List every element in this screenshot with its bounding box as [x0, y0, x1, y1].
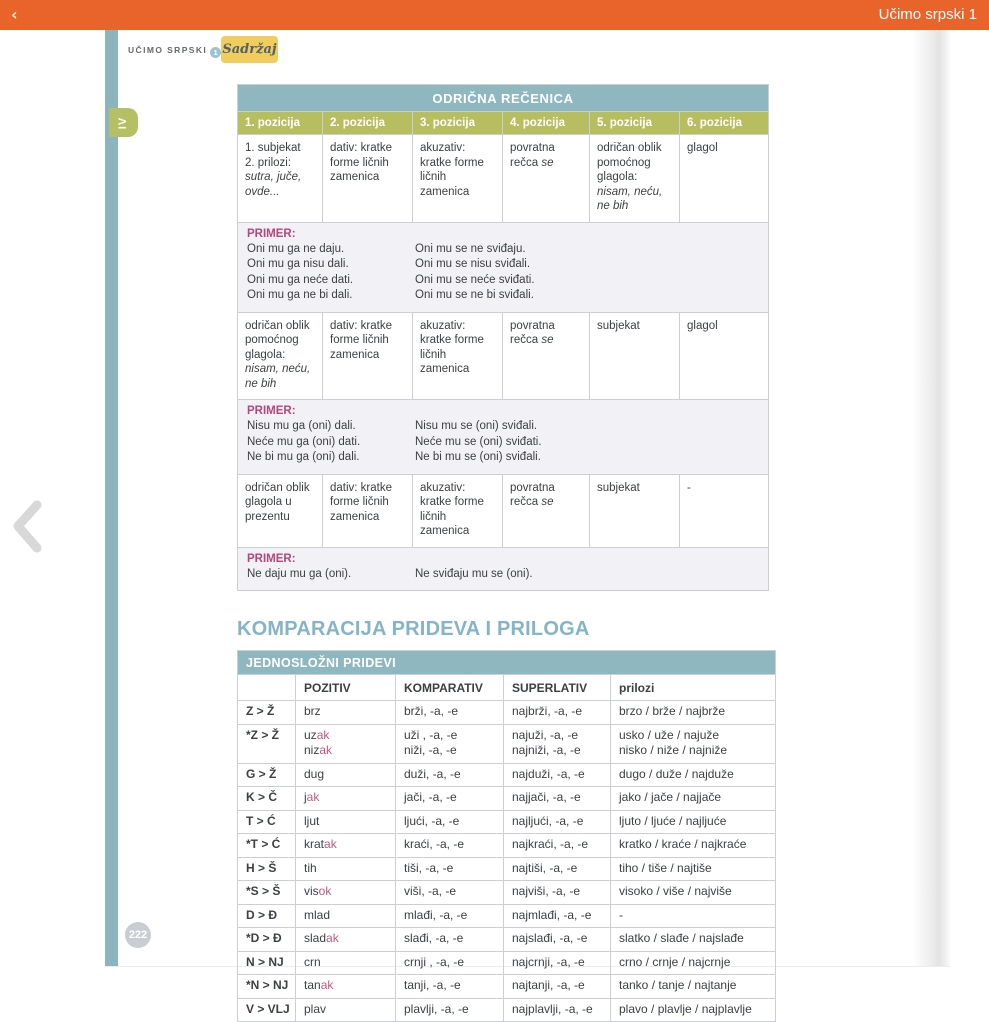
pozitiv-cell: crn — [296, 951, 396, 975]
primer-line: Oni mu se neće sviđati. — [415, 273, 535, 286]
position-cell: 1. subjekat 2. prilozi: sutra, juče, ovde... — [238, 135, 323, 223]
position-cell: odričan oblik glagola u prezentu — [238, 474, 323, 547]
position-cell: akuzativ: kratke forme ličnih zamenica — [413, 474, 503, 547]
position-cell: povratna rečca se — [503, 474, 590, 547]
section-heading: KOMPARACIJA PRIDEVA I PRILOGA — [237, 618, 590, 640]
prilozi-cell: usko / uže / najuže nisko / niže / najniže — [611, 724, 776, 763]
primer-line: Nisu mu se (oni) sviđali. — [415, 420, 538, 432]
brand-badge: 1 — [210, 47, 221, 58]
top-bar — [0, 0, 989, 30]
comparison-row — [238, 975, 776, 999]
superlativ-cell: najcrnji, -a, -e — [504, 951, 611, 975]
comparison-row — [238, 810, 776, 834]
comparison-row — [238, 881, 776, 905]
letter-change-cell: K > Č — [238, 787, 296, 811]
table-title: ODRIČNA REČENICA — [238, 85, 769, 112]
prilozi-cell: jako / jače / najjače — [611, 787, 776, 811]
prilozi-cell: kratko / kraće / najkraće — [611, 834, 776, 858]
column-header: 4. pozicija — [503, 112, 590, 135]
letter-change-cell: N > NJ — [238, 951, 296, 975]
komparativ-cell: tiši, -a, -e — [396, 857, 504, 881]
previous-page-button[interactable] — [10, 498, 44, 556]
letter-change-cell: *D > Đ — [238, 928, 296, 952]
primer-examples-right — [415, 242, 535, 304]
prilozi-cell: tiho / tiše / najtiše — [611, 857, 776, 881]
comparison-row — [238, 724, 776, 763]
position-cell: povratna rečca se — [503, 135, 590, 223]
prilozi-cell: dugo / duže / najduže — [611, 763, 776, 787]
superlativ-cell: najkraći, -a, -e — [504, 834, 611, 858]
page-spine-bar — [105, 30, 118, 966]
primer-line: Ne bi mu se (oni) sviđali. — [415, 451, 541, 463]
prilozi-cell: visoko / više / najviše — [611, 881, 776, 905]
column-header: KOMPARATIV — [396, 675, 504, 701]
primer-line: Nisu mu ga (oni) dali. — [247, 420, 356, 432]
table-title-row — [238, 651, 776, 675]
komparativ-cell: ljući, -a, -e — [396, 810, 504, 834]
column-header: 6. pozicija — [680, 112, 769, 135]
letter-change-cell: *Z > Ž — [238, 724, 296, 763]
komparativ-cell: kraći, -a, -e — [396, 834, 504, 858]
unit-tab-label: IV — [117, 116, 130, 129]
position-cell: subjekat — [590, 312, 680, 400]
prilozi-cell: brzo / brže / najbrže — [611, 701, 776, 725]
letter-change-cell: Z > Ž — [238, 701, 296, 725]
position-cell: subjekat — [590, 474, 680, 547]
prilozi-cell: - — [611, 904, 776, 928]
prilozi-cell: slatko / slađe / najslađe — [611, 928, 776, 952]
superlativ-cell: najtiši, -a, -e — [504, 857, 611, 881]
superlativ-cell: najslađi, -a, -e — [504, 928, 611, 952]
unit-tab[interactable] — [109, 108, 138, 137]
comparison-row — [238, 904, 776, 928]
primer-line: Ne sviđaju mu se (oni). — [415, 567, 533, 580]
position-cell: odričan oblik pomoćnog glagola: nisam, neću, ne bih — [238, 312, 323, 400]
pozitiv-cell: tih — [296, 857, 396, 881]
primer-line: Ne bi mu ga (oni) dali. — [247, 451, 360, 463]
primer-line: Oni mu ga nisu dali. — [247, 258, 349, 270]
primer-line: Oni mu se ne sviđaju. — [415, 242, 526, 255]
contents-button-label: Sadržaj — [222, 42, 277, 57]
page-content — [237, 84, 782, 1022]
position-cell: dativ: kratke forme ličnih zamenica — [323, 135, 413, 223]
pozitiv-cell: jak — [296, 787, 396, 811]
position-cell: glagol — [680, 135, 769, 223]
primer-line: Oni mu se nisu sviđali. — [415, 258, 531, 270]
primer-row — [238, 222, 769, 312]
comparison-row — [238, 951, 776, 975]
contents-button[interactable] — [221, 36, 278, 63]
column-header-row — [238, 675, 776, 701]
comparison-row — [238, 998, 776, 1022]
letter-change-cell: G > Ž — [238, 763, 296, 787]
position-cell: odričan oblik pomoćnog glagola: nisam, neću, ne bih — [590, 135, 680, 223]
prilozi-cell: crno / crnje / najcrnje — [611, 951, 776, 975]
comparison-row — [238, 787, 776, 811]
position-cell: - — [680, 474, 769, 547]
prilozi-cell: tanko / tanje / najtanje — [611, 975, 776, 999]
letter-change-cell: *N > NJ — [238, 975, 296, 999]
comparison-row — [238, 834, 776, 858]
primer-label: PRIMER: — [247, 405, 296, 417]
position-cell: povratna rečca se — [503, 312, 590, 400]
superlativ-cell: najljući, -a, -e — [504, 810, 611, 834]
primer-line: Oni mu ga ne daju. — [247, 242, 345, 255]
primer-label: PRIMER: — [247, 552, 296, 565]
pozitiv-cell: tanak — [296, 975, 396, 999]
chevron-left-icon — [10, 498, 44, 556]
komparativ-cell: duži, -a, -e — [396, 763, 504, 787]
letter-change-cell: H > Š — [238, 857, 296, 881]
komparativ-cell: jači, -a, -e — [396, 787, 504, 811]
position-header-row — [238, 112, 769, 135]
primer-examples-left — [247, 567, 415, 583]
pozitiv-cell: ljut — [296, 810, 396, 834]
superlativ-cell: najjači, -a, -e — [504, 787, 611, 811]
pozitiv-cell: kratak — [296, 834, 396, 858]
jednoslozni-pridevi-table — [237, 650, 776, 1022]
back-button[interactable] — [11, 0, 18, 30]
komparativ-cell: plavlji, -a, -e — [396, 998, 504, 1022]
komparativ-cell: viši, -a, -e — [396, 881, 504, 905]
column-header: SUPERLATIV — [504, 675, 611, 701]
primer-examples-left — [247, 419, 415, 466]
primer-line: Oni mu ga ne bi dali. — [247, 289, 353, 301]
letter-change-cell: D > Đ — [238, 904, 296, 928]
komparativ-cell: tanji, -a, -e — [396, 975, 504, 999]
pozitiv-cell: dug — [296, 763, 396, 787]
komparativ-cell: brži, -a, -e — [396, 701, 504, 725]
pozitiv-cell: sladak — [296, 928, 396, 952]
column-header: POZITIV — [296, 675, 396, 701]
primer-line: Neće mu ga (oni) dati. — [247, 435, 361, 448]
position-cell: dativ: kratke forme ličnih zamenica — [323, 474, 413, 547]
superlativ-cell: najviši, -a, -e — [504, 881, 611, 905]
comparison-row — [238, 701, 776, 725]
column-header: 2. pozicija — [323, 112, 413, 135]
column-header: prilozi — [611, 675, 776, 701]
primer-examples-right — [415, 419, 542, 466]
komparativ-cell: mlađi, -a, -e — [396, 904, 504, 928]
table-row — [238, 135, 769, 223]
pozitiv-cell: mlad — [296, 904, 396, 928]
primer-line: Neće mu se (oni) sviđati. — [415, 435, 542, 448]
primer-examples-right — [415, 567, 533, 583]
column-header: 5. pozicija — [590, 112, 680, 135]
comparison-table-body — [238, 701, 776, 1022]
comparison-row — [238, 857, 776, 881]
pozitiv-cell: plav — [296, 998, 396, 1022]
letter-change-cell: *T > Ć — [238, 834, 296, 858]
primer-line: Oni mu ga neće dati. — [247, 273, 354, 286]
superlativ-cell: najtanji, -a, -e — [504, 975, 611, 999]
column-header: 1. pozicija — [238, 112, 323, 135]
column-header: 3. pozicija — [413, 112, 503, 135]
primer-examples-left — [247, 242, 415, 304]
odricna-recenica-table — [237, 84, 769, 591]
letter-change-cell: *S > Š — [238, 881, 296, 905]
superlativ-cell: najplavlji, -a, -e — [504, 998, 611, 1022]
letter-change-cell: T > Ć — [238, 810, 296, 834]
prilozi-cell: plavo / plavlje / najplavlje — [611, 998, 776, 1022]
superlativ-cell: najuži, -a, -e najniži, -a, -e — [504, 724, 611, 763]
pozitiv-cell: brz — [296, 701, 396, 725]
book-page — [105, 30, 950, 1016]
primer-line: Oni mu se ne bi sviđali. — [415, 289, 534, 301]
comparison-row — [238, 763, 776, 787]
komparativ-cell: slađi, -a, -e — [396, 928, 504, 952]
komparativ-cell: uži , -a, -e niži, -a, -e — [396, 724, 504, 763]
table-title: JEDNOSLOŽNI PRIDEVI — [238, 651, 776, 675]
pozitiv-cell: uzak nizak — [296, 724, 396, 763]
superlativ-cell: najduži, -a, -e — [504, 763, 611, 787]
primer-row — [238, 547, 769, 591]
pozitiv-cell: visok — [296, 881, 396, 905]
primer-line: Ne daju mu ga (oni). — [247, 567, 352, 580]
primer-row — [238, 400, 769, 475]
komparativ-cell: crnji , -a, -e — [396, 951, 504, 975]
superlativ-cell: najbrži, -a, -e — [504, 701, 611, 725]
app-title: Učimo srpski 1 — [878, 6, 977, 23]
table-row — [238, 312, 769, 400]
prilozi-cell: ljuto / ljuće / najljuće — [611, 810, 776, 834]
position-cell: glagol — [680, 312, 769, 400]
page-number-badge: 222 — [125, 922, 151, 948]
chevron-left-icon: ‹ — [11, 5, 18, 24]
position-cell: dativ: kratke forme ličnih zamenica — [323, 312, 413, 400]
brand-label: UČIMO SRPSKI 1 — [128, 45, 221, 58]
primer-label: PRIMER: — [247, 227, 296, 240]
superlativ-cell: najmlađi, -a, -e — [504, 904, 611, 928]
position-cell: akuzativ: kratke forme ličnih zamenica — [413, 135, 503, 223]
position-cell: akuzativ: kratke forme ličnih zamenica — [413, 312, 503, 400]
table-title-row — [238, 85, 769, 112]
letter-change-cell: V > VLJ — [238, 998, 296, 1022]
page-edge-shadow — [912, 30, 950, 966]
table-row — [238, 474, 769, 547]
comparison-row — [238, 928, 776, 952]
column-header — [238, 675, 296, 701]
